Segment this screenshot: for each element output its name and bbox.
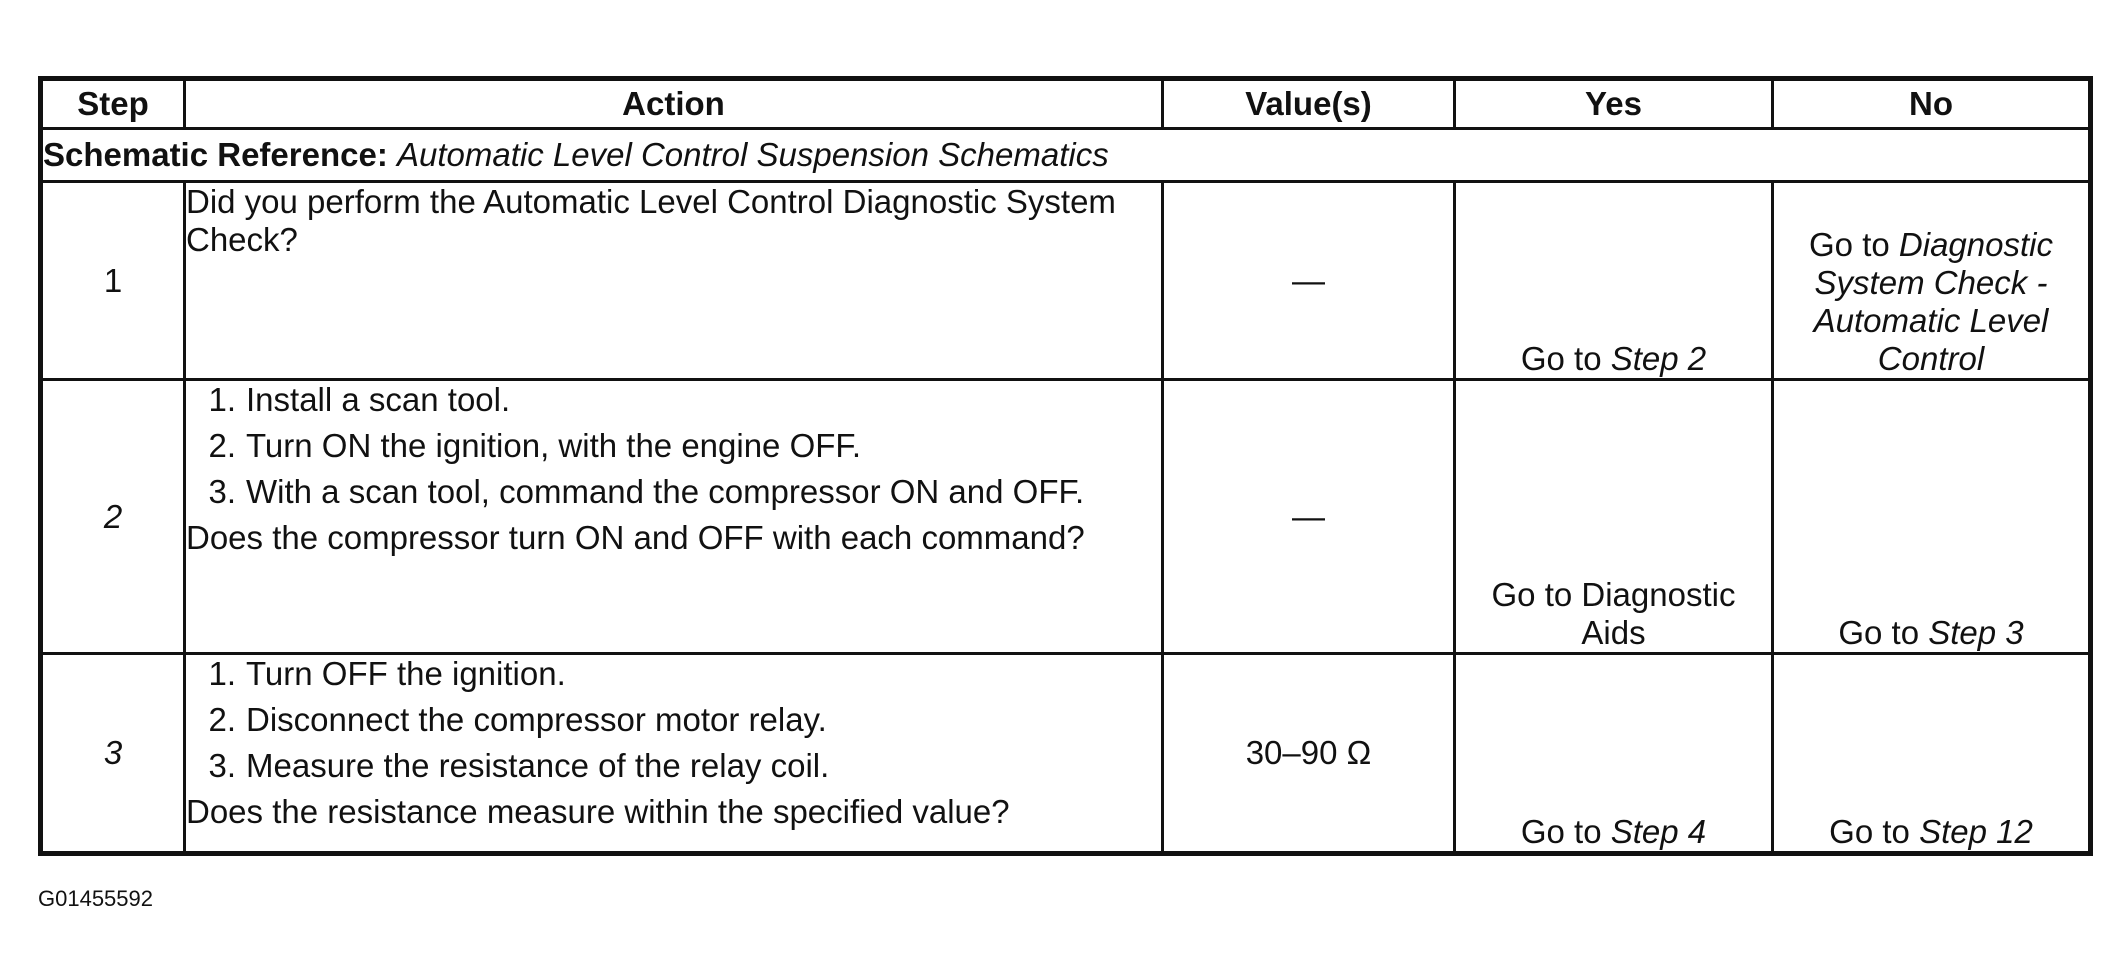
value-cell <box>1163 182 1455 380</box>
no-target-link[interactable]: Step 12 <box>1919 813 2033 851</box>
no-prefix: Go to <box>1838 614 1929 652</box>
yes-cell <box>1455 182 1773 380</box>
yes-target-link[interactable]: Step 4 <box>1610 813 1707 851</box>
no-prefix: Go to <box>1829 813 1920 851</box>
action-steps-list <box>186 655 1161 785</box>
step-number: 1 <box>41 182 185 380</box>
action-step-number: 3. <box>208 472 236 510</box>
action-step <box>186 427 1161 465</box>
no-target-link[interactable]: Diagnostic System Check - Automatic Level Control <box>1813 226 2053 378</box>
action-step <box>186 381 1161 419</box>
no-cell <box>1773 380 2091 654</box>
yes-cell <box>1455 654 1773 854</box>
action-question: Does the compressor turn ON and OFF with each command? <box>186 518 1085 556</box>
reference-label: Schematic Reference: <box>43 136 388 174</box>
no-prefix: Go to <box>1809 226 1899 264</box>
table-row <box>41 182 2091 380</box>
yes-cell <box>1455 380 1773 654</box>
table-row <box>41 654 2091 854</box>
action-step-number: 1. <box>208 655 236 692</box>
action-cell <box>185 182 1163 380</box>
value-text: 30–90 Ω <box>1245 734 1372 772</box>
action-step-text: Disconnect the compressor motor relay. <box>246 700 827 738</box>
table-row <box>41 380 2091 654</box>
action-step-text: Turn ON the ignition, with the engine OFF. <box>246 426 862 464</box>
step-number: 2 <box>41 380 185 654</box>
yes-prefix: Go to <box>1520 813 1611 851</box>
value-text: — <box>1292 261 1325 299</box>
header-values: Value(s) <box>1163 79 1455 129</box>
action-step <box>186 473 1161 511</box>
action-step <box>186 701 1161 739</box>
header-action: Action <box>185 79 1163 129</box>
header-no: No <box>1773 79 2091 129</box>
value-cell <box>1163 654 1455 854</box>
header-yes: Yes <box>1455 79 1773 129</box>
schematic-reference-row <box>41 129 2091 182</box>
action-step-text: With a scan tool, command the compressor ON and OFF. <box>246 472 1085 510</box>
value-cell <box>1163 380 1455 654</box>
action-step-text: Turn OFF the ignition. <box>246 655 566 692</box>
action-step-text: Install a scan tool. <box>246 381 511 418</box>
value-text: — <box>1292 497 1325 535</box>
diagnostic-table <box>38 76 2093 856</box>
yes-target-link[interactable]: Go to Diagnostic Aids <box>1491 576 1736 652</box>
action-step <box>186 655 1161 693</box>
schematic-reference-cell <box>41 129 2091 182</box>
no-cell <box>1773 654 2091 854</box>
action-step-number: 2. <box>208 700 236 738</box>
reference-value: Automatic Level Control Suspension Schematics <box>397 136 1109 174</box>
yes-prefix: Go to <box>1520 340 1611 378</box>
yes-target-link[interactable]: Step 2 <box>1610 340 1707 378</box>
no-target-link[interactable]: Step 3 <box>1928 614 2024 652</box>
header-step: Step <box>41 79 185 129</box>
step-number: 3 <box>41 654 185 854</box>
figure-id-caption: G01455592 <box>38 886 153 911</box>
action-step-text: Measure the resistance of the relay coil. <box>246 746 830 784</box>
action-question: Does the resistance measure within the specified value? <box>186 792 1010 830</box>
action-cell <box>185 380 1163 654</box>
action-step-number: 1. <box>208 381 236 418</box>
action-step-number: 2. <box>208 426 236 464</box>
table-header-row <box>41 79 2091 129</box>
action-cell <box>185 654 1163 854</box>
no-cell <box>1773 182 2091 380</box>
action-step-number: 3. <box>208 746 236 784</box>
action-step <box>186 747 1161 785</box>
action-question: Did you perform the Automatic Level Control Diagnostic System Check? <box>186 183 1116 258</box>
action-steps-list <box>186 381 1161 511</box>
